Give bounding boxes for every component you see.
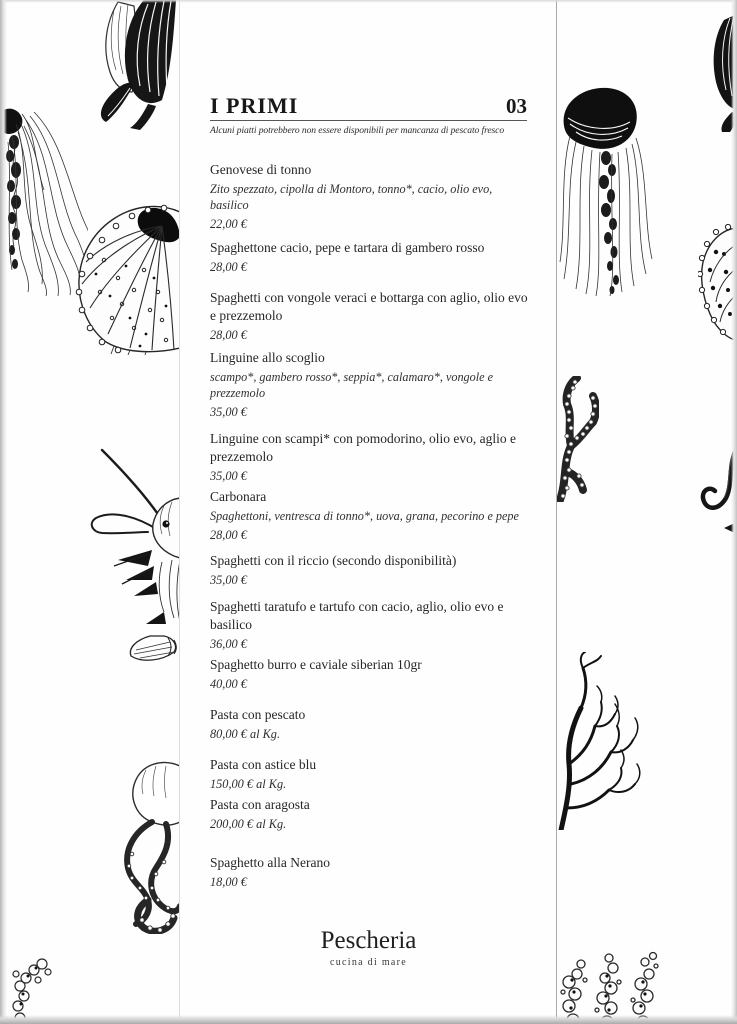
dish-name: Pasta con pescato	[210, 707, 306, 722]
sea-fan-coral-icon	[557, 652, 641, 830]
dish-name: Pasta con aragosta	[210, 797, 310, 812]
menu-item	[210, 796, 528, 832]
availability-note: Alcuni piatti potrebbero non essere disponibili per mancanza di pescato fresco	[210, 125, 505, 137]
dish-description: Zito spezzato, cipolla di Montoro, tonno*, cacio, olio evo, basilico	[210, 181, 493, 212]
jellyfish-icon-right	[556, 84, 658, 296]
menu-item	[210, 854, 528, 890]
tentacle-icon	[700, 448, 737, 544]
content-panel-right-edge	[556, 0, 557, 1024]
dish-name: Spaghetti taratufo e tartufo con cacio, aglio, olio evo e basilico	[210, 599, 504, 632]
dish-name: Pasta con astice blu	[210, 757, 317, 772]
brand-name: Pescheria	[320, 927, 417, 954]
brand-logo	[180, 926, 557, 968]
crab-claw-icon	[88, 0, 182, 132]
page-edge-top	[0, 0, 737, 3]
dish-name: Spaghettone cacio, pepe e tartara di gambero rosso	[210, 240, 485, 255]
dish-price: 80,00 € al Kg.	[210, 726, 281, 741]
dish-name: Carbonara	[210, 489, 267, 504]
menu-item	[210, 706, 528, 742]
dish-price: 22,00 €	[210, 216, 247, 231]
dish-name: Spaghetti con il riccio (secondo disponibilità)	[210, 553, 457, 568]
dish-price: 35,00 €	[210, 572, 247, 587]
jellyfish-icon-left	[0, 102, 88, 297]
menu-item	[210, 552, 528, 588]
dish-price: 28,00 €	[210, 527, 247, 542]
dish-price: 36,00 €	[210, 636, 247, 651]
coral-sprig-icon	[8, 950, 52, 1024]
menu-item	[210, 656, 528, 692]
menu-item	[210, 161, 528, 232]
menu-item	[210, 756, 528, 792]
menu-item	[210, 598, 528, 652]
content-panel-left-edge	[179, 0, 180, 1024]
octopus-icon	[118, 758, 180, 934]
page-edge-right	[731, 0, 737, 1024]
dish-name: Linguine allo scoglio	[210, 350, 325, 365]
menu-item	[210, 289, 528, 343]
sea-urchin-icon-partial	[698, 224, 737, 342]
menu-item	[210, 239, 528, 275]
dish-description: scampo*, gambero rosso*, seppia*, calamaro*, vongole e prezzemolo	[210, 369, 493, 400]
section-title: I PRIMI	[210, 93, 299, 118]
dish-price: 18,00 €	[210, 874, 247, 889]
dish-price: 150,00 € al Kg.	[210, 776, 287, 791]
menu-item	[210, 349, 528, 420]
section-header	[210, 94, 527, 136]
menu-item	[210, 430, 528, 484]
section-header-row	[210, 94, 527, 121]
menu-item	[210, 488, 528, 543]
dish-name: Genovese di tonno	[210, 162, 312, 177]
dish-price: 28,00 €	[210, 327, 247, 342]
page-edge-bottom	[0, 1015, 737, 1024]
dish-price: 40,00 €	[210, 676, 247, 691]
bubble-coral-icon	[557, 376, 599, 502]
fish-icon	[84, 444, 180, 662]
dish-price: 35,00 €	[210, 404, 247, 419]
crab-claw-icon-partial	[702, 14, 737, 132]
dish-price: 28,00 €	[210, 259, 247, 274]
dish-description: Spaghettoni, ventresca di tonno*, uova, grana, pecorino e pepe	[210, 508, 519, 523]
dish-name: Spaghetti con vongole veraci e bottarga con aglio, olio evo e prezzemolo	[210, 290, 528, 323]
page-number: 03	[506, 94, 527, 119]
dish-price: 35,00 €	[210, 468, 247, 483]
knobby-coral-icon	[557, 948, 661, 1024]
sea-urchin-icon-left	[74, 200, 180, 355]
dish-name: Spaghetto alla Nerano	[210, 855, 330, 870]
dish-name: Linguine con scampi* con pomodorino, olio evo, aglio e prezzemolo	[210, 431, 516, 464]
dish-name: Spaghetto burro e caviale siberian 10gr	[210, 657, 422, 672]
dish-price: 200,00 € al Kg.	[210, 816, 287, 831]
page-edge-left	[0, 0, 7, 1024]
brand-tagline: cucina di mare	[329, 957, 408, 968]
